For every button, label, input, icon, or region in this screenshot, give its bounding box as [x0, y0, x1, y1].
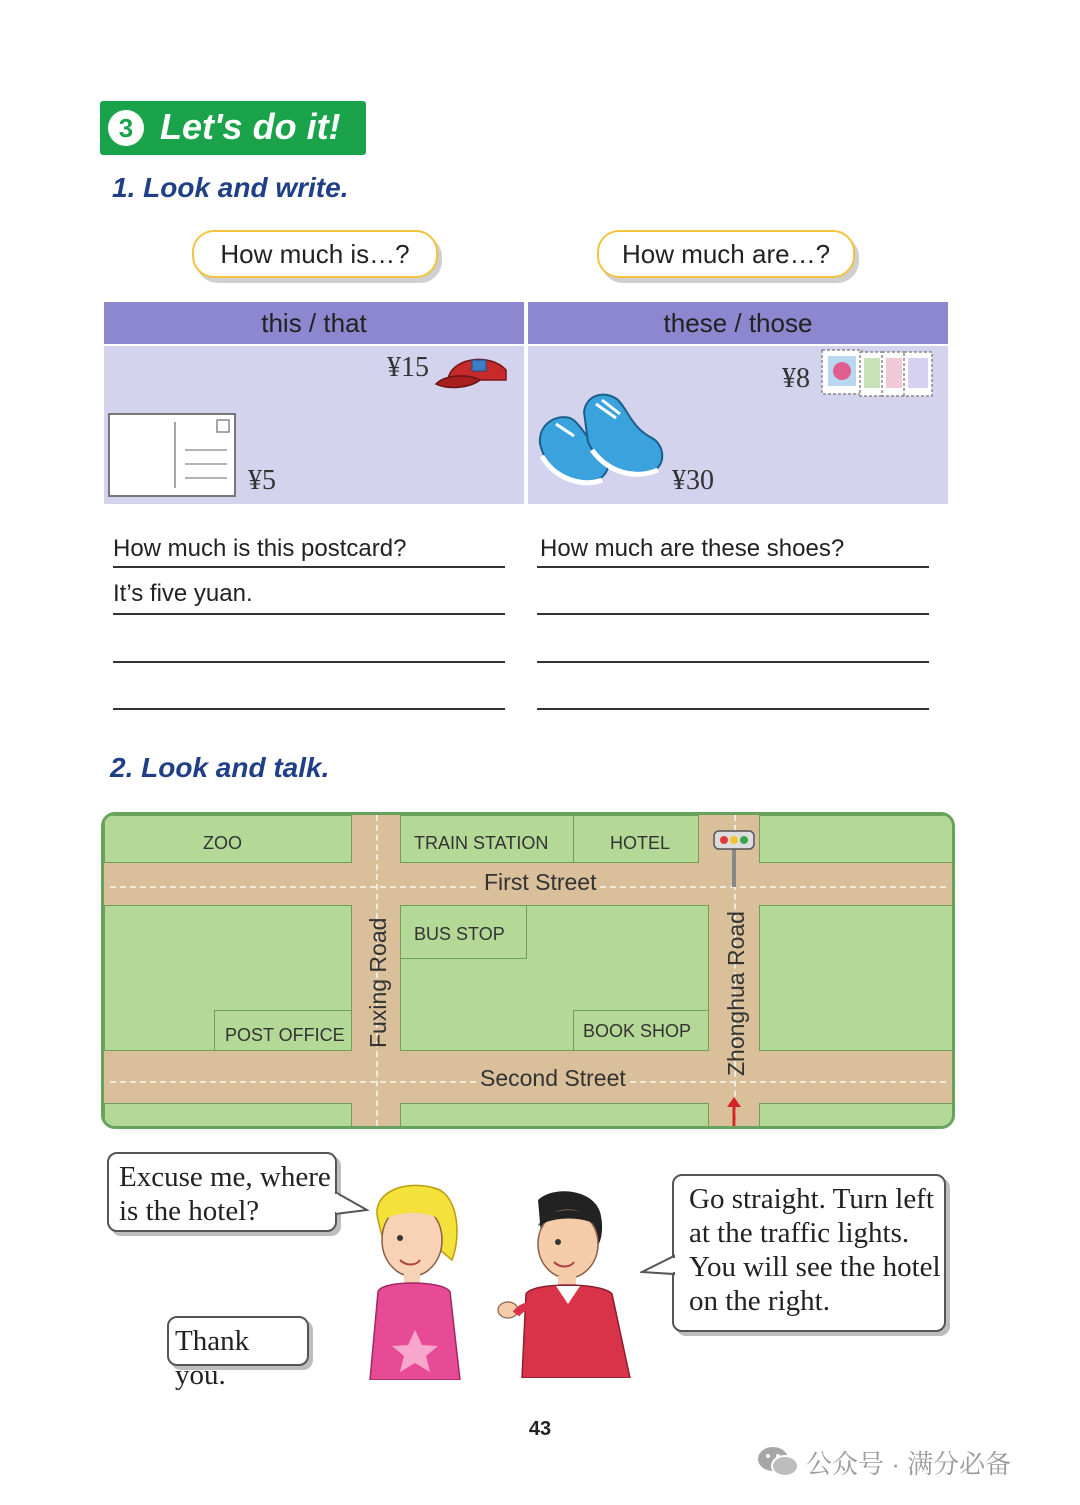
section-title: Let's do it!	[160, 106, 341, 147]
price-cap: ¥15	[387, 352, 429, 383]
boy-illustration	[492, 1186, 632, 1378]
cap-icon	[434, 350, 518, 394]
write-line	[537, 613, 929, 615]
boy-answer-line-2: at the traffic lights.	[689, 1217, 910, 1249]
bubble-how-much-is: How much is…?	[192, 230, 438, 278]
bubble-tail	[640, 1254, 676, 1278]
girl-question-line-1: Excuse me, where	[119, 1161, 331, 1193]
start-arrow-icon	[726, 1097, 742, 1127]
price-shoes: ¥30	[672, 465, 714, 496]
watermark: 公众号 · 满分必备	[806, 1449, 1012, 1479]
zhonghua-road-label: Zhonghua Road	[723, 911, 749, 1076]
label-bus-stop: BUS STOP	[414, 924, 505, 944]
stamps-icon	[820, 346, 938, 402]
right-block	[759, 905, 954, 1051]
label-book-shop: BOOK SHOP	[583, 1021, 692, 1041]
write-line	[113, 566, 505, 568]
corner-block	[759, 815, 954, 863]
bottom-block	[400, 1103, 709, 1129]
answer-right-1: How much are these shoes?	[540, 535, 845, 562]
write-line	[537, 566, 929, 568]
price-stamps: ¥8	[782, 363, 810, 394]
postcard-icon	[107, 410, 237, 500]
girl-question-line-2: is the hotel?	[119, 1195, 260, 1227]
write-line	[537, 708, 929, 710]
answer-left-2: It’s five yuan.	[113, 580, 253, 607]
shoes-icon	[536, 388, 672, 498]
page-number: 43	[528, 1418, 552, 1440]
label-post-office: POST OFFICE	[225, 1025, 345, 1045]
label-train-station: TRAIN STATION	[414, 833, 549, 853]
wechat-icon	[756, 1444, 800, 1480]
answer-left-1: How much is this postcard?	[113, 535, 407, 562]
write-line	[537, 661, 929, 663]
boy-answer-line-4: on the right.	[689, 1285, 830, 1317]
write-line	[113, 613, 505, 615]
girl-thanks-bubble: Thank you.	[167, 1316, 309, 1366]
label-hotel: HOTEL	[610, 833, 671, 853]
boy-answer-bubble	[672, 1174, 946, 1332]
price-postcard: ¥5	[248, 465, 276, 496]
header-this-that: this / that	[104, 302, 524, 344]
boy-answer-line-1: Go straight. Turn left	[689, 1183, 934, 1215]
exercise-1-title: 1. Look and write.	[112, 172, 349, 203]
write-line	[113, 708, 505, 710]
label-zoo: ZOO	[203, 833, 242, 853]
boy-answer-line-3: You will see the hotel	[689, 1251, 941, 1283]
second-street-label: Second Street	[476, 1065, 630, 1092]
bubble-how-much-are: How much are…?	[597, 230, 855, 278]
write-line	[113, 661, 505, 663]
bottom-block	[759, 1103, 954, 1129]
girl-illustration	[360, 1180, 470, 1380]
fuxing-road-label: Fuxing Road	[365, 917, 391, 1048]
bottom-block	[104, 1103, 352, 1129]
section-number: 3	[108, 110, 144, 146]
traffic-lights-icon	[712, 829, 756, 889]
street-map	[101, 812, 955, 1129]
girl-question-bubble	[107, 1152, 337, 1232]
exercise-2-title: 2. Look and talk.	[110, 752, 330, 783]
header-these-those: these / those	[528, 302, 948, 344]
first-street-label: First Street	[480, 869, 600, 896]
